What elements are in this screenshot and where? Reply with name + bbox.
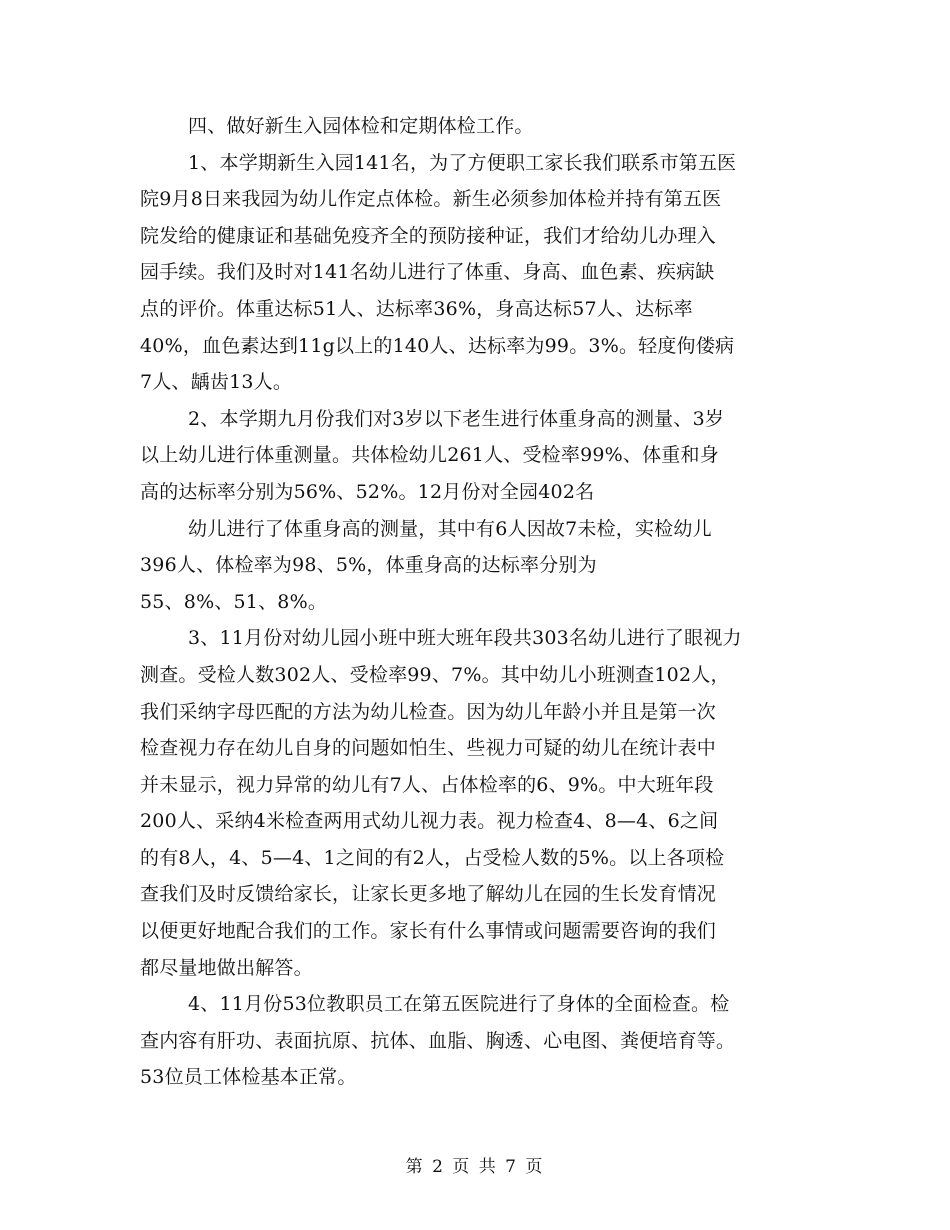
text-line: 并未显示，视力异常的幼儿有7人、占体检率的6、9%。中大班年段 <box>140 773 714 796</box>
text-line: 4、11月份53位教职员工在第五医院进行了身体的全面检查。检 <box>188 993 730 1016</box>
text-line: 2、本学期九月份我们对3岁以下老生进行体重身高的测量、3岁 <box>188 407 725 430</box>
text-line: 55、8%、51、8%。 <box>140 590 328 613</box>
text-line: 40%，血色素达到11g以上的140人、达标率为99。3%。轻度佝偻病 <box>140 334 735 357</box>
text-line: 1、本学期新生入园141名，为了方便职工家长我们联系市第五医 <box>188 151 737 174</box>
text-line: 查内容有肝功、表面抗原、抗体、血脂、胸透、心电图、粪便培育等。 <box>140 1029 736 1052</box>
text-line: 以便更好地配合我们的工作。家长有什么事情或问题需要咨询的我们 <box>140 920 717 943</box>
page-footer: 第 2 页 共 7 页 <box>405 1157 545 1177</box>
document-body <box>140 108 810 1096</box>
text-line: 点的评价。体重达标51人、达标率36%，身高达标57人、达标率 <box>140 297 693 320</box>
text-line: 都尽量地做出解答。 <box>140 956 313 979</box>
text-line: 53位员工体检基本正常。 <box>140 1066 357 1089</box>
text-line: 的有8人，4、5—4、1之间的有2人，占受检人数的5%。以上各项检 <box>140 846 725 869</box>
text-line: 幼儿进行了体重身高的测量，其中有6人因故7未检，实检幼儿 <box>188 517 712 540</box>
text-line: 200人、采纳4米检查两用式幼儿视力表。视力检查4、8—4、6之间 <box>140 810 719 833</box>
text-line: 园手续。我们及时对141名幼儿进行了体重、身高、血色素、疾病缺 <box>140 261 715 284</box>
text-line: 7人、龋齿13人。 <box>140 371 293 394</box>
text-line: 以上幼儿进行体重测量。共体检幼儿261人、受检率99%、体重和身 <box>140 444 719 467</box>
text-line: 院9月8日来我园为幼儿作定点体检。新生必须参加体检并持有第五医 <box>140 188 722 211</box>
text-line: 院发给的健康证和基础免疫齐全的预防接种证，我们才给幼儿办理入 <box>140 224 717 247</box>
text-line: 396人、体检率为98、5%，体重身高的达标率分别为 <box>140 554 597 577</box>
text-line: 测查。受检人数302人、受检率99、7%。其中幼儿小班测查102人， <box>140 663 730 686</box>
text-line: 3、11月份对幼儿园小班中班大班年段共303名幼儿进行了眼视力 <box>188 627 742 650</box>
text-line: 查我们及时反馈给家长，让家长更多地了解幼儿在园的生长发育情况 <box>140 883 717 906</box>
text-line: 我们采纳字母匹配的方法为幼儿检查。因为幼儿年龄小并且是第一次 <box>140 700 717 723</box>
text-line: 高的达标率分别为56%、52%。12月份对全园402名 <box>140 480 595 503</box>
section-heading: 四、做好新生入园体检和定期体检工作。 <box>188 115 534 137</box>
paragraph-lines <box>140 145 810 1096</box>
text-line: 检查视力存在幼儿自身的问题如怕生、些视力可疑的幼儿在统计表中 <box>140 737 717 760</box>
